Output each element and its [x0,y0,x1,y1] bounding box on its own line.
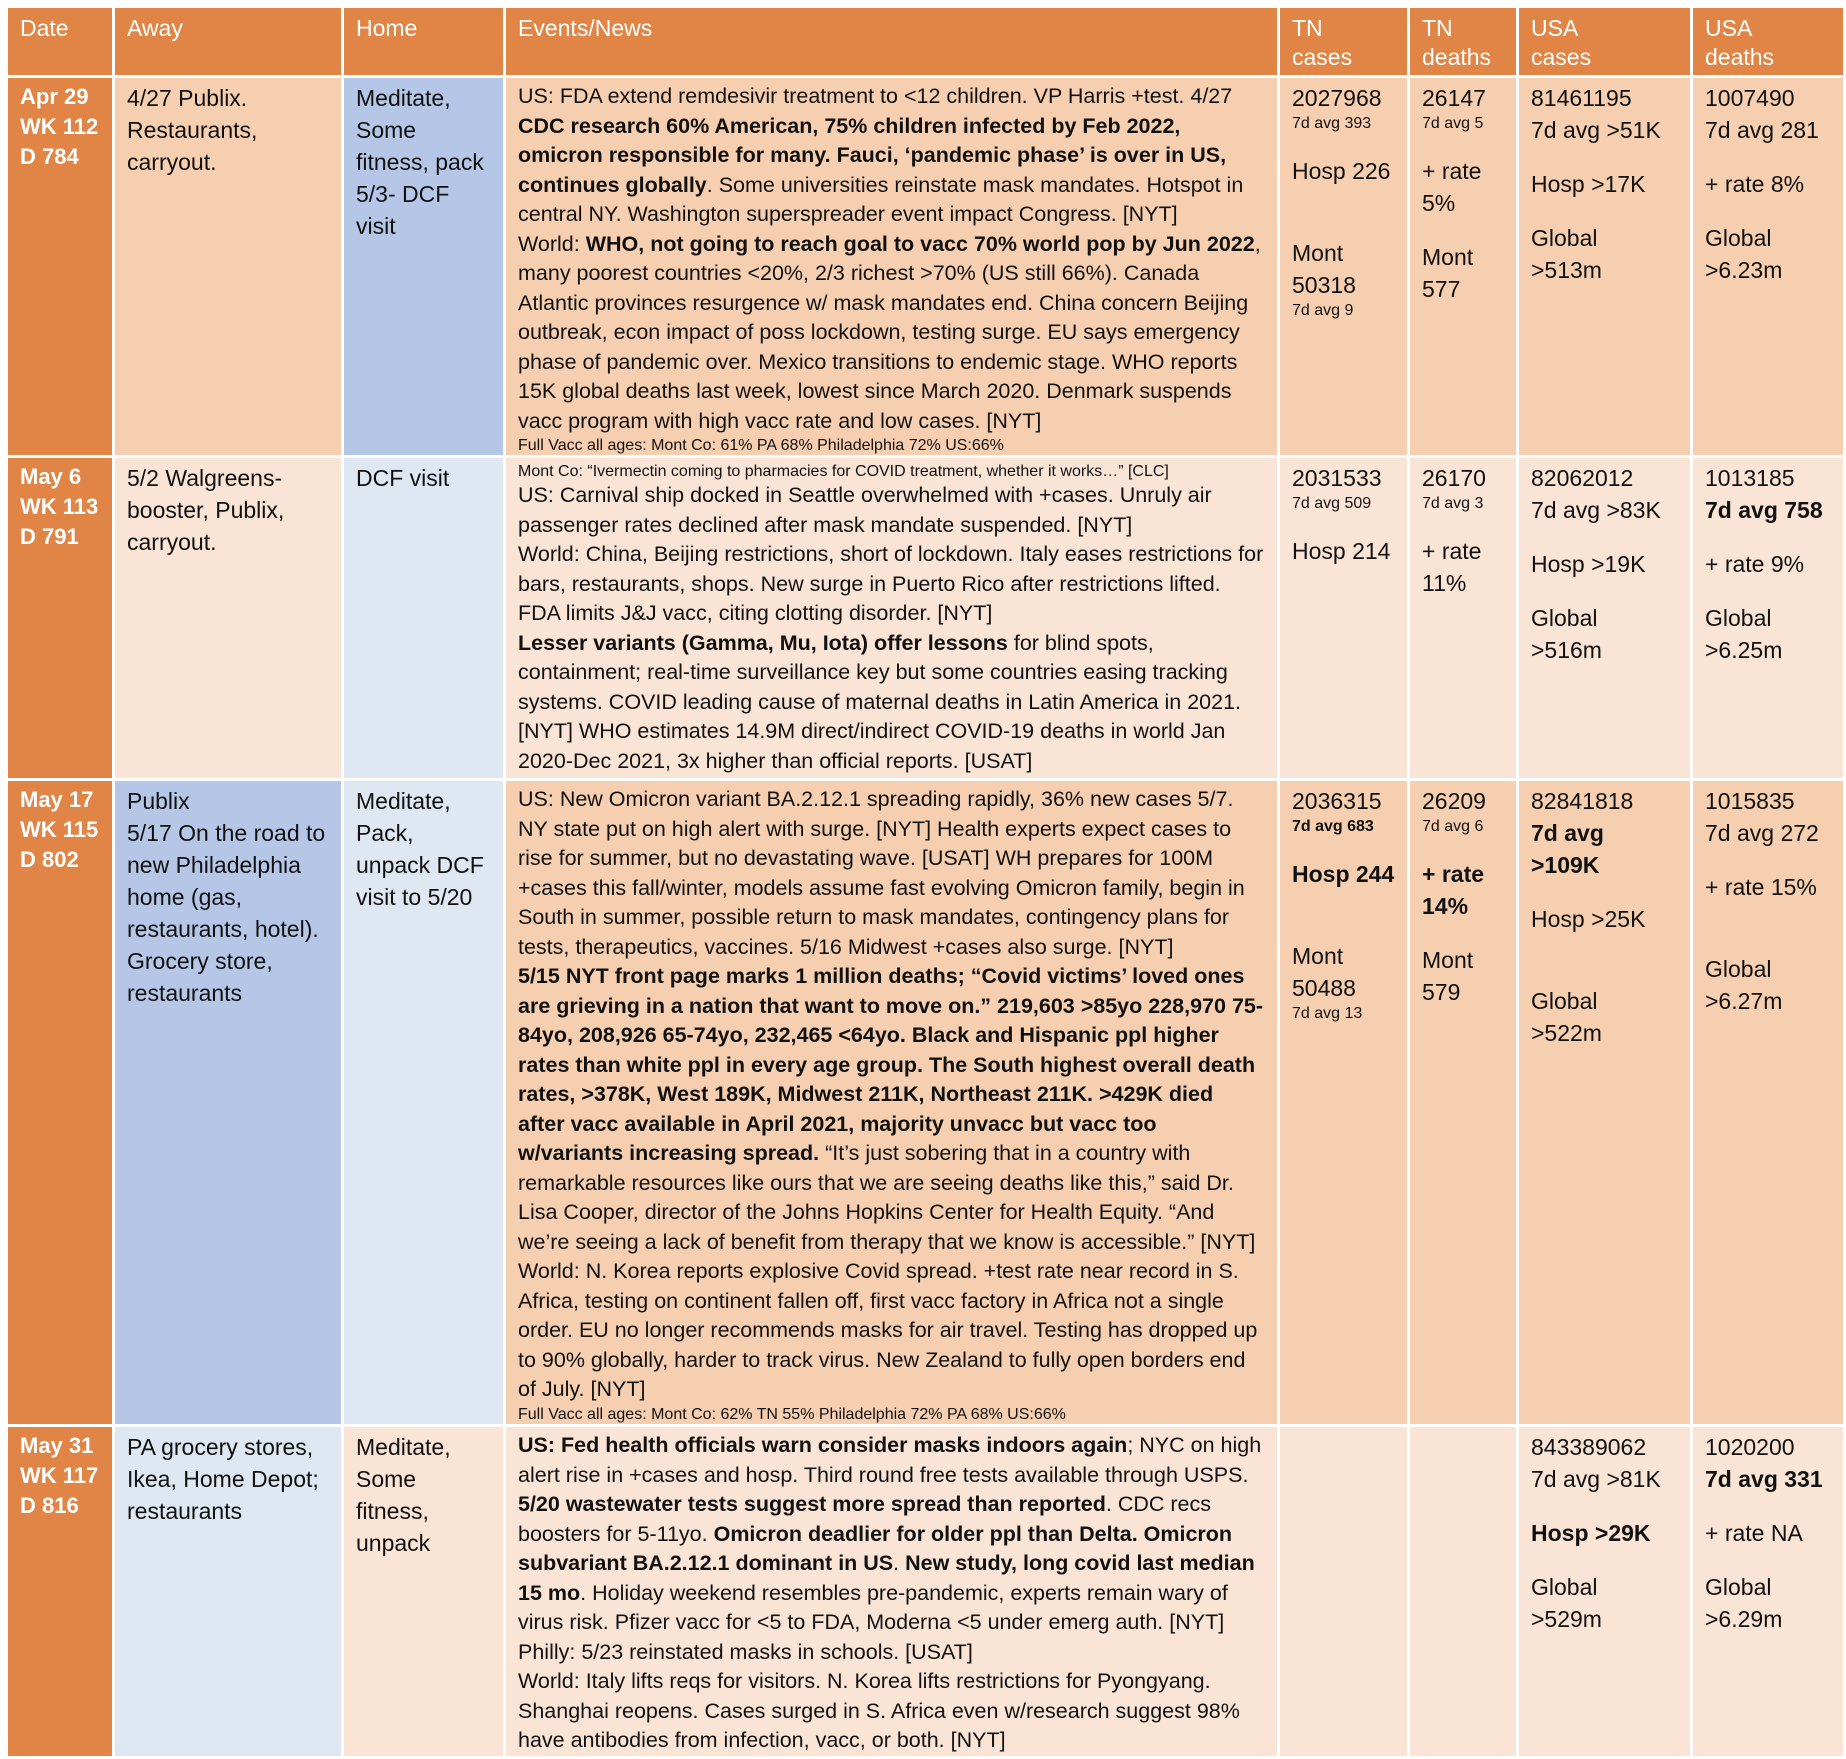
events-cell: Mont Co: “Ivermectin coming to pharmacies for COVID treatment, whether it works…” [CLC] US: Carnival ship docked in Seattle overwhelmed with +cases. Unruly air passenger rates declined after mask mandate suspended. [NYT] World: China, Beijing restrictions, short of lockdown. Italy eases restrictions for bars, restaurants, shops. New surge in Puerto Rico after restrictions lifted. FDA limits J&J vacc, citing clotting disorder. [NYT] Lesser variants (Gamma, Mu, Iota) offer lessons for blind spots, containment; real-time surveillance key but some countries easing tracking systems. COVID leading cause of maternal deaths in Latin America in 2021. [NYT] WHO estimates 14.9M direct/indirect COVID-19 deaths in world Jan 2020-Dec 2021, 3x higher than official reports. [USAT] [505,457,1279,780]
date-cell: May 31 WK 117 D 816 [7,1426,114,1758]
usa-cases-cell: 843389062 7d avg >81K Hosp >29K Global >529m [1518,1426,1692,1758]
header-row [7,7,1845,77]
away-cell: Publix 5/17 On the road to new Philadelphia home (gas, restaurants, hotel). Grocery store, restaurants [114,780,343,1426]
events-cell: US: FDA extend remdesivir treatment to <12 children. VP Harris +test. 4/27 CDC research 60% American, 75% children infected by Feb 2022, omicron responsible for many. Fauci, ‘pandemic phase’ is over in US, continues globally. Some universities reinstate mask mandates. Hotspot in central NY. Washington superspreader event impact Congress. [NYT] World: WHO, not going to reach goal to vacc 70% world pop by Jun 2022, many poorest countries <20%, 2/3 richest >70% (US still 66%). Canada Atlantic provinces resurgence w/ mask mandates end. China concern Beijing outbreak, econ impact of poss lockdown, testing surge. EU says emergency phase of pandemic over. Mexico transitions to endemic stage. WHO reports 15K global deaths last week, lowest since March 2020. Denmark suspends vacc program with high vacc rate and low cases. [NYT] Full Vacc all ages: Mont Co: 61% PA 68% Philadelphia 72% US:66% [505,77,1279,457]
tn-cases-cell: 2036315 7d avg 683 Hosp 244 Mont 50488 7d avg 13 [1279,780,1409,1426]
usa-cases-cell: 82841818 7d avg >109K Hosp >25K Global >522m [1518,780,1692,1426]
usa-deaths-cell: 1013185 7d avg 758 + rate 9% Global >6.25m [1692,457,1845,780]
tn-deaths-cell: 26209 7d avg 6 + rate 14% Mont 579 [1409,780,1518,1426]
tn-deaths-cell [1409,1426,1518,1758]
table-row [7,77,1845,457]
home-cell: DCF visit [343,457,505,780]
tn-deaths-cell: 26147 7d avg 5 + rate 5% Mont 577 [1409,77,1518,457]
header-tn-cases: TN cases [1279,7,1409,77]
events-cell: US: New Omicron variant BA.2.12.1 spreading rapidly, 36% new cases 5/7. NY state put on high alert with surge. [NYT] Health experts expect cases to rise for summer, but no devastating wave. [USAT] WH prepares for 100M +cases this fall/winter, models assume fast evolving Omicron family, begin in South in summer, possible return to mask mandates, contingency plans for tests, therapeutics, vaccines. 5/16 Midwest +cases also surge. [NYT] 5/15 NYT front page marks 1 million deaths; “Covid victims’ loved ones are grieving in a nation that want to move on.” 219,603 >85yo 228,970 75-84yo, 208,926 65-74yo, 232,465 <64yo. Black and Hispanic ppl higher rates than white ppl in every age group. The South highest overall death rates, >378K, West 189K, Midwest 211K, Northeast 211K. >429K died after vacc available in April 2021, majority unvacc but vacc too w/variants increasing spread. “It’s just sobering that in a country with remarkable resources like ours that we are seeing deaths like this,” said Dr. Lisa Cooper, director of the Johns Hopkins Center for Health Equity. “And we’re seeing a lack of benefit from therapy that we know is accessible.” [NYT] World: N. Korea reports explosive Covid spread. +test rate near record in S. Africa, testing on continent fallen off, first vacc factory in Africa not a single order. EU no longer recommends masks for air travel. Testing has dropped up to 90% globally, harder to track virus. New Zealand to fully open borders end of July. [NYT] Full Vacc all ages: Mont Co: 62% TN 55% Philadelphia 72% PA 68% US:66% [505,780,1279,1426]
usa-deaths-cell: 1015835 7d avg 272 + rate 15% Global >6.27m [1692,780,1845,1426]
usa-cases-cell: 81461195 7d avg >51K Hosp >17K Global >513m [1518,77,1692,457]
header-away: Away [114,7,343,77]
table-row [7,457,1845,780]
header-events: Events/News [505,7,1279,77]
tn-cases-cell [1279,1426,1409,1758]
date-cell: May 6 WK 113 D 791 [7,457,114,780]
header-usa-cases: USA cases [1518,7,1692,77]
home-cell: Meditate, Some fitness, pack 5/3- DCF visit [343,77,505,457]
events-cell: US: Fed health officials warn consider masks indoors again; NYC on high alert rise in +cases and hosp. Third round free tests available through USPS. 5/20 wastewater tests suggest more spread than reported. CDC recs boosters for 5-11yo. Omicron deadlier for older ppl than Delta. Omicron subvariant BA.2.12.1 dominant in US. New study, long covid last median 15 mo. Holiday weekend resembles pre-pandemic, experts remain wary of virus risk. Pfizer vacc for <5 to FDA, Moderna <5 under emerg auth. [NYT] Philly: 5/23 reinstated masks in schools. [USAT] World: Italy lifts reqs for visitors. N. Korea lifts restrictions for Pyongyang. Shanghai reopens. Cases surged in S. Africa even w/research suggest 98% have antibodies from infection, vacc, or both. [NYT] [505,1426,1279,1758]
away-cell: PA grocery stores, Ikea, Home Depot; restaurants [114,1426,343,1758]
tn-cases-cell: 2031533 7d avg 509 Hosp 214 [1279,457,1409,780]
usa-deaths-cell: 1020200 7d avg 331 + rate NA Global >6.29m [1692,1426,1845,1758]
usa-cases-cell: 82062012 7d avg >83K Hosp >19K Global >516m [1518,457,1692,780]
away-cell: 4/27 Publix. Restaurants, carryout. [114,77,343,457]
tn-deaths-cell: 26170 7d avg 3 + rate 11% [1409,457,1518,780]
tn-cases-cell: 2027968 7d avg 393 Hosp 226 Mont 50318 7d avg 9 [1279,77,1409,457]
header-home: Home [343,7,505,77]
home-cell: Meditate, Pack, unpack DCF visit to 5/20 [343,780,505,1426]
header-date: Date [7,7,114,77]
header-usa-deaths: USA deaths [1692,7,1845,77]
header-tn-deaths: TN deaths [1409,7,1518,77]
date-cell: May 17 WK 115 D 802 [7,780,114,1426]
table-row [7,780,1845,1426]
table-row [7,1426,1845,1758]
home-cell: Meditate, Some fitness, unpack [343,1426,505,1758]
covid-journal-table [5,5,1846,1759]
usa-deaths-cell: 1007490 7d avg 281 + rate 8% Global >6.23m [1692,77,1845,457]
date-cell: Apr 29 WK 112 D 784 [7,77,114,457]
away-cell: 5/2 Walgreens-booster, Publix, carryout. [114,457,343,780]
